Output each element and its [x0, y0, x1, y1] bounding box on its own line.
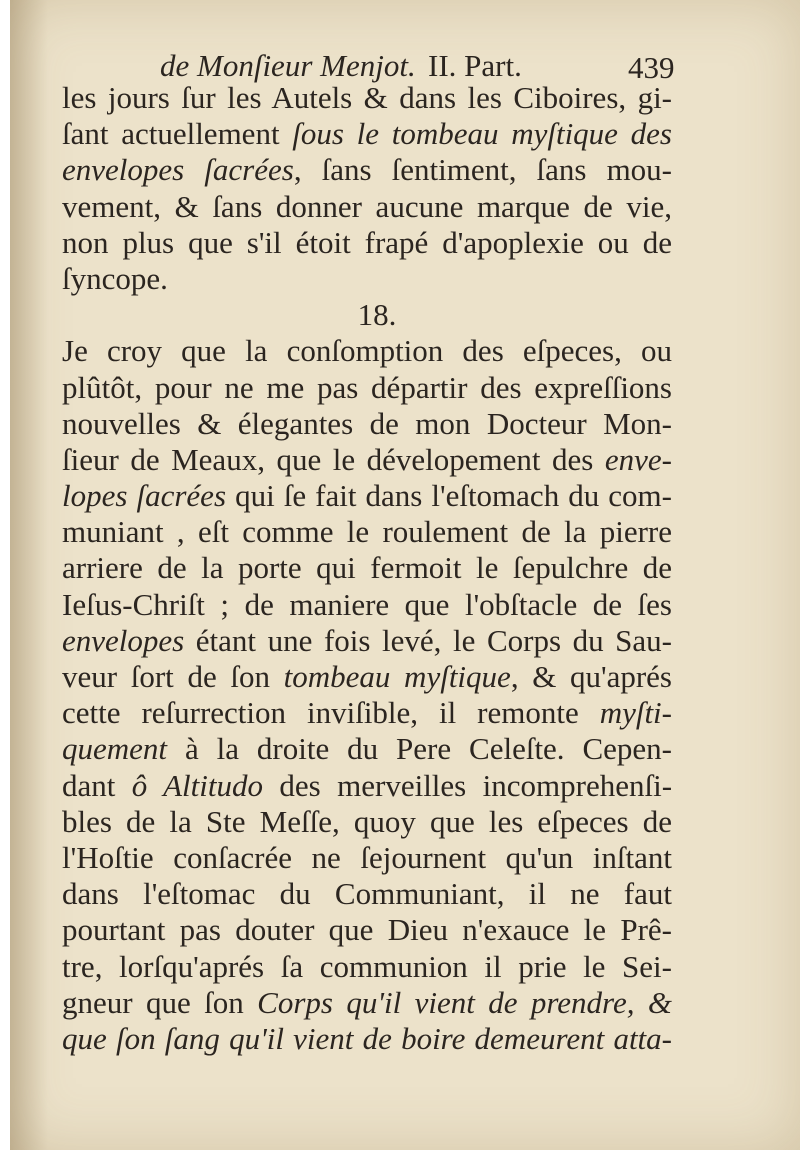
text-line: [62, 152, 672, 188]
roman-text: Je croy que la conſomption des eſpeces, ou: [62, 333, 672, 369]
roman-text: , ſans ſentiment, ſans mou-: [293, 152, 672, 188]
book-page: [10, 0, 800, 1150]
text-line: [62, 261, 672, 297]
section-number: 18.: [357, 297, 397, 333]
text-line: [62, 1021, 672, 1057]
page-number: 439: [628, 50, 675, 85]
italic-text: myſti-: [599, 695, 672, 731]
text-line: [62, 189, 672, 225]
text-line: [62, 695, 672, 731]
roman-text: nouvelles & élegantes de mon Docteur Mon-: [62, 405, 672, 441]
part-label: II. Part.: [428, 48, 522, 83]
text-line: [62, 116, 672, 152]
roman-text: Ieſus-Chriſt ; de maniere que l'obſtacle de ſes: [62, 586, 672, 622]
text-line: [62, 985, 672, 1021]
running-title: de Monſieur Menjot.: [160, 48, 416, 83]
body-text: [62, 80, 672, 1057]
roman-text: dans l'eſtomac du Communiant, il ne faut: [62, 876, 672, 912]
italic-text: Corps qu'il vient de prendre, &: [257, 984, 672, 1020]
text-line: [62, 840, 672, 876]
text-line: [62, 333, 672, 369]
text-line: [62, 876, 672, 912]
roman-text: bles de la Ste Meſſe, quoy que les eſpeces de: [62, 803, 672, 839]
text-line: [62, 804, 672, 840]
roman-text: qui ſe fait dans l'eſtomach du com-: [226, 478, 672, 514]
roman-text: non plus que s'il étoit frapé d'apoplexie ou de: [62, 224, 672, 260]
roman-text: arriere de la porte qui fermoit le ſepulchre de: [62, 550, 672, 586]
roman-text: pourtant pas douter que Dieu n'exauce le Prê-: [62, 912, 672, 948]
roman-text: les jours ſur les Autels & dans les Ciboires, gi-: [62, 80, 672, 115]
italic-text: que ſon ſang qu'il vient de boire demeurent atta-: [62, 1020, 672, 1056]
roman-text: muniant , eſt comme le roulement de la pierre: [62, 514, 672, 550]
italic-text: quement: [62, 731, 168, 767]
italic-text: enve-: [604, 441, 672, 477]
roman-text: tre, lorſqu'aprés ſa communion il prie le Sei-: [62, 948, 672, 984]
roman-text: veur ſort de ſon: [62, 659, 284, 694]
text-line: [62, 623, 672, 659]
italic-text: ô Altitudo: [131, 767, 264, 803]
italic-text: envelopes ſacrées: [62, 152, 294, 188]
text-line: [62, 731, 672, 767]
roman-text: ſieur de Meaux, que le dévelopement des: [62, 441, 605, 477]
text-line: [62, 442, 672, 478]
italic-text: envelopes: [62, 622, 185, 658]
text-line: [62, 768, 672, 804]
text-line: [62, 659, 672, 695]
text-line: [62, 370, 672, 406]
italic-text: tombeau myſtique: [283, 659, 511, 694]
roman-text: gneur que ſon: [62, 984, 258, 1020]
text-line: [62, 406, 672, 442]
italic-text: ſous le tombeau myſtique des: [292, 116, 672, 152]
roman-text: l'Hoſtie conſacrée ne ſejournent qu'un inſtant: [62, 839, 672, 875]
text-line: [62, 949, 672, 985]
text-line: [62, 478, 672, 514]
text-line: [62, 514, 672, 550]
roman-text: dant: [62, 767, 132, 803]
roman-text: étant une fois levé, le Corps du Sau-: [184, 622, 672, 658]
text-line: [62, 587, 672, 623]
italic-text: lopes ſacrées: [62, 478, 227, 514]
roman-text: à la droite du Pere Celeſte. Cepen-: [167, 731, 672, 767]
roman-text: cette reſurrection inviſible, il remonte: [62, 695, 600, 731]
text-line: [62, 80, 672, 116]
roman-text: plûtôt, pour ne me pas départir des expreſſions: [62, 369, 672, 405]
text-line: [62, 912, 672, 948]
roman-text: , & qu'aprés: [510, 659, 672, 694]
roman-text: ſyncope.: [62, 260, 168, 296]
text-line: [62, 225, 672, 261]
text-line: [62, 550, 672, 586]
roman-text: vement, & ſans donner aucune marque de vie,: [62, 188, 672, 224]
roman-text: ſant actuellement: [62, 116, 293, 152]
roman-text: des merveilles incomprehenſi-: [263, 767, 672, 803]
